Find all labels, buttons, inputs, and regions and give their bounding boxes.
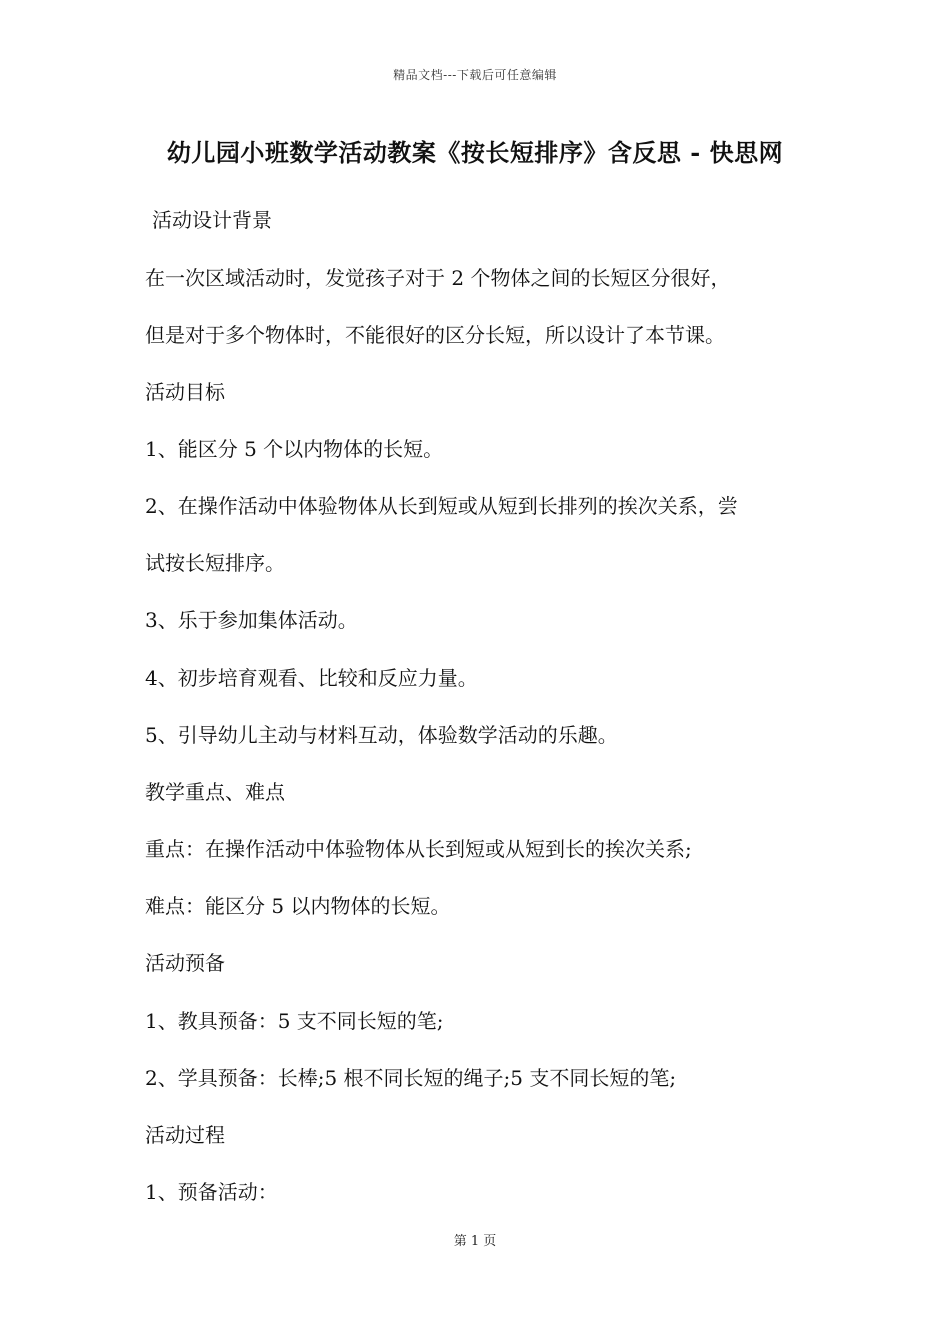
list-item: 1、教具预备：5 支不同长短的笔; xyxy=(145,1009,444,1033)
section-heading-background: 活动设计背景 xyxy=(152,208,272,232)
list-item-continuation: 试按长短排序。 xyxy=(145,551,285,575)
section-heading-process: 活动过程 xyxy=(145,1123,225,1147)
paragraph-line: 重点：在操作活动中体验物体从长到短或从短到长的挨次关系; xyxy=(145,837,692,861)
list-item: 3、乐于参加集体活动。 xyxy=(145,608,358,632)
list-item: 2、在操作活动中体验物体从长到短或从短到长排列的挨次关系，尝 xyxy=(145,494,738,518)
page-number: 第 1 页 xyxy=(453,1234,497,1249)
page-header: 精品文档---下载后可任意编辑 xyxy=(393,68,557,82)
section-heading-key-points: 教学重点、难点 xyxy=(145,780,285,804)
document-title: 幼儿园小班数学活动教案《按长短排序》含反思 - 快思网 xyxy=(166,138,784,167)
section-heading-goals: 活动目标 xyxy=(145,380,225,404)
section-heading-preparation: 活动预备 xyxy=(145,951,225,975)
list-item: 1、能区分 5 个以内物体的长短。 xyxy=(145,437,444,461)
list-item: 5、引导幼儿主动与材料互动，体验数学活动的乐趣。 xyxy=(145,723,618,747)
list-item: 1、预备活动： xyxy=(145,1180,278,1204)
list-item: 4、初步培育观看、比较和反应力量。 xyxy=(145,666,478,690)
paragraph-line: 难点：能区分 5 以内物体的长短。 xyxy=(145,894,451,918)
list-item: 2、学具预备：长棒;5 根不同长短的绳子;5 支不同长短的笔; xyxy=(145,1066,677,1090)
paragraph-line: 但是对于多个物体时，不能很好的区分长短，所以设计了本节课。 xyxy=(145,323,725,347)
paragraph-line: 在一次区域活动时，发觉孩子对于 2 个物体之间的长短区分很好， xyxy=(145,266,731,290)
